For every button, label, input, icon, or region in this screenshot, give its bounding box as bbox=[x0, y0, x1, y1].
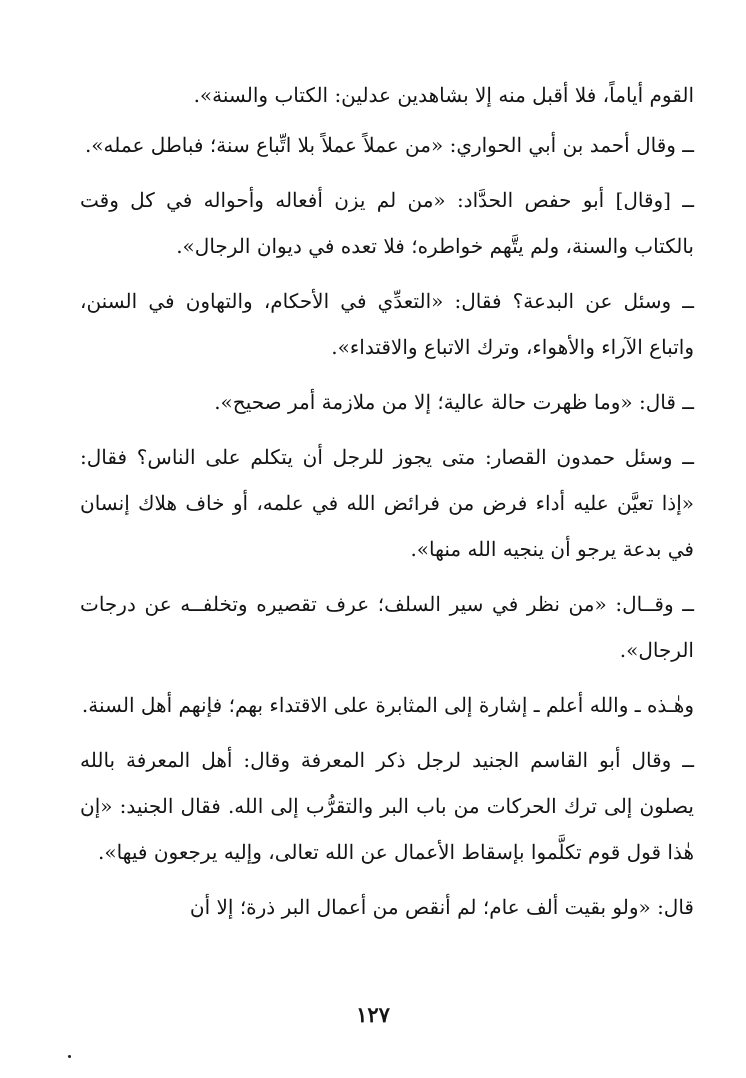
paragraph-8: وهٰـذه ـ والله أعلم ـ إشارة إلى المثابرة على الاقتداء بهم؛ فإنهم أهل السنة. bbox=[81, 693, 694, 717]
paragraph-9: ــ وقال أبو القاسم الجنيد لرجل ذكر المعرفة وقال: أهل المعرفة بالله يصلون إلى ترك الحركات من باب البر والتقرُّب إلى الله. فقال الجنيد: «إن هٰذا قول قوم تكلَّموا بإسقاط الأعمال عن الله تعالى، وإليه يرجعون فيها». bbox=[80, 748, 694, 864]
paragraph-7: ــ وقــال: «من نظر في سير السلف؛ عرف تقصيره وتخلفــه عن درجات الرجال». bbox=[80, 592, 694, 662]
paragraph-10: قال: «ولو بقيت ألف عام؛ لم أنقص من أعمال البر ذرة؛ إلا أن bbox=[189, 895, 694, 919]
paragraph-6: ــ وسئل حمدون القصار: متى يجوز للرجل أن يتكلم على الناس؟ فقال: «إذا تعيَّن عليه أداء فرض من فرائض الله في علمه، أو خاف هلاك إنسان في بدعة يرجو أن ينجيه الله منها». bbox=[80, 445, 694, 561]
paragraph-3: ــ [وقال] أبو حفص الحدَّاد: «من لم يزن أفعاله وأحواله في كل وقت بالكتاب والسنة، ولم يتَّهم خواطره؛ فلا تعده في ديوان الرجال». bbox=[80, 188, 694, 258]
main-text bbox=[80, 72, 694, 939]
paragraph-4: ــ وسئل عن البدعة؟ فقال: «التعدِّي في الأحكام، والتهاون في السنن، واتباع الآراء والأهواء، وترك الاتباع والاقتداء». bbox=[80, 289, 694, 359]
paragraph-5: ــ قال: «وما ظهرت حالة عالية؛ إلا من ملازمة أمر صحيح». bbox=[214, 390, 694, 414]
page-number: ١٢٧ bbox=[356, 1002, 390, 1027]
paragraph-1: القوم أياماً، فلا أقبل منه إلا بشاهدين عدلين: الكتاب والسنة». bbox=[193, 83, 694, 107]
scan-speck bbox=[68, 1055, 71, 1058]
paragraph-2: ــ وقال أحمد بن أبي الحواري: «من عملاً عملاً بلا اتِّباع سنة؛ فباطل عمله». bbox=[84, 133, 694, 157]
